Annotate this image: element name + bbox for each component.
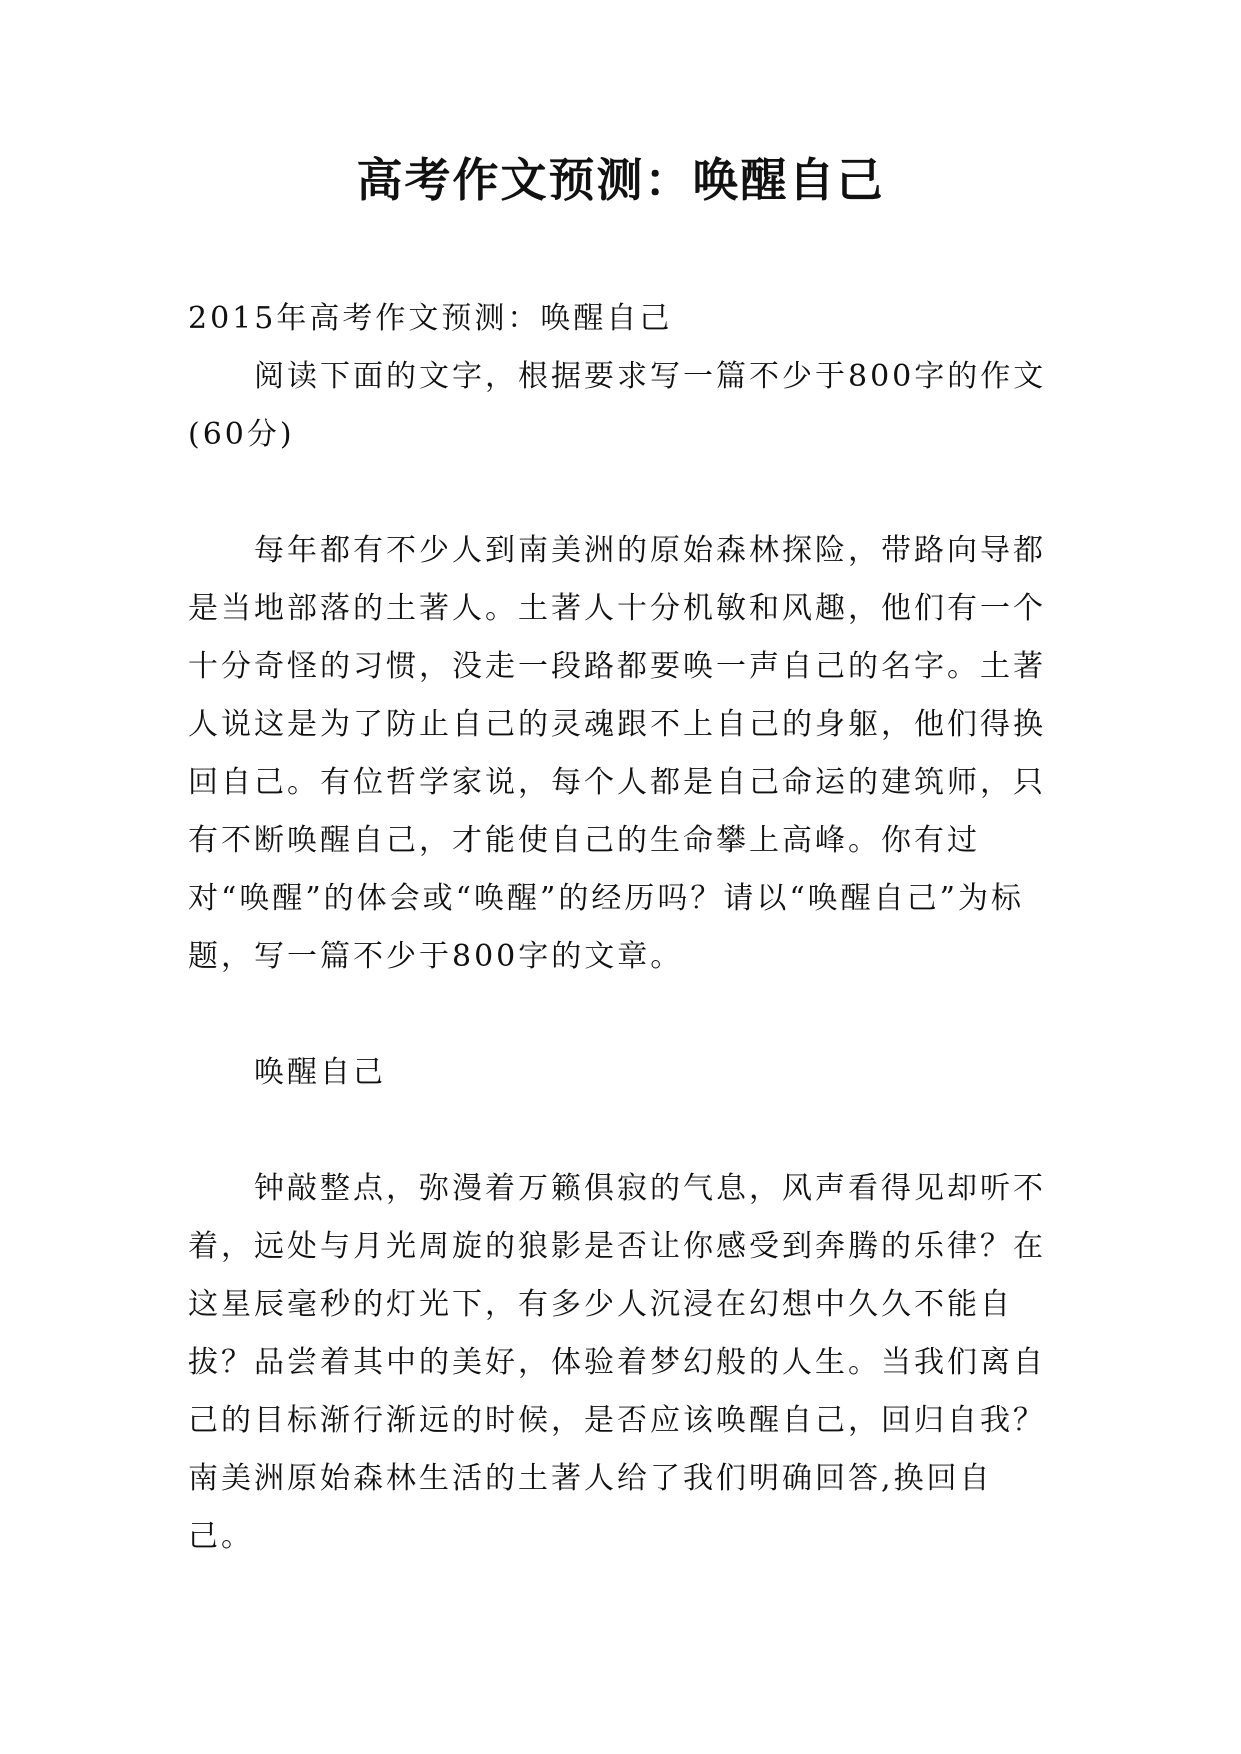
essay-title: 唤醒自己 [254, 1055, 386, 1090]
blank-line [188, 464, 1058, 522]
essay-paragraph: 钟敲整点，弥漫着万籁俱寂的气息，风声看得见却听不着，远处与月光周旋的狼影是否让你感受到奔腾的乐律？在这星辰毫秒的灯光下，有多少人沉浸在幻想中久久不能自拔？品尝着其中的美好，体验着梦幻般的人生。当我们离自己的目标渐行渐远的时候，是否应该唤醒自己，回归自我？南美洲原始森林生活的土著人给了我们明确回答,换回自己。 [188, 1171, 1046, 1554]
document-body [188, 290, 1058, 1566]
prompt-paragraph: 每年都有不少人到南美洲的原始森林探险，带路向导都是当地部落的土著人。土著人十分机敏和风趣，他们有一个十分奇怪的习惯，没走一段路都要唤一声自己的名字。土著人说这是为了防止自己的灵魂跟不上自己的身躯，他们得换回自己。有位哲学家说，每个人都是自己命运的建筑师，只有不断唤醒自己，才能使自己的生命攀上高峰。你有过对“唤醒”的体会或“唤醒”的经历吗？请以“唤醒自己”为标题，写一篇不少于800字的文章。 [188, 533, 1046, 974]
blank-line [188, 1102, 1058, 1160]
blank-line [188, 986, 1058, 1044]
document-title: 高考作文预测：唤醒自己 [356, 153, 885, 207]
instruction-paragraph: 阅读下面的文字，根据要求写一篇不少于800字的作文(60分) [188, 359, 1047, 452]
subtitle-line: 2015年高考作文预测：唤醒自己 [188, 301, 673, 336]
